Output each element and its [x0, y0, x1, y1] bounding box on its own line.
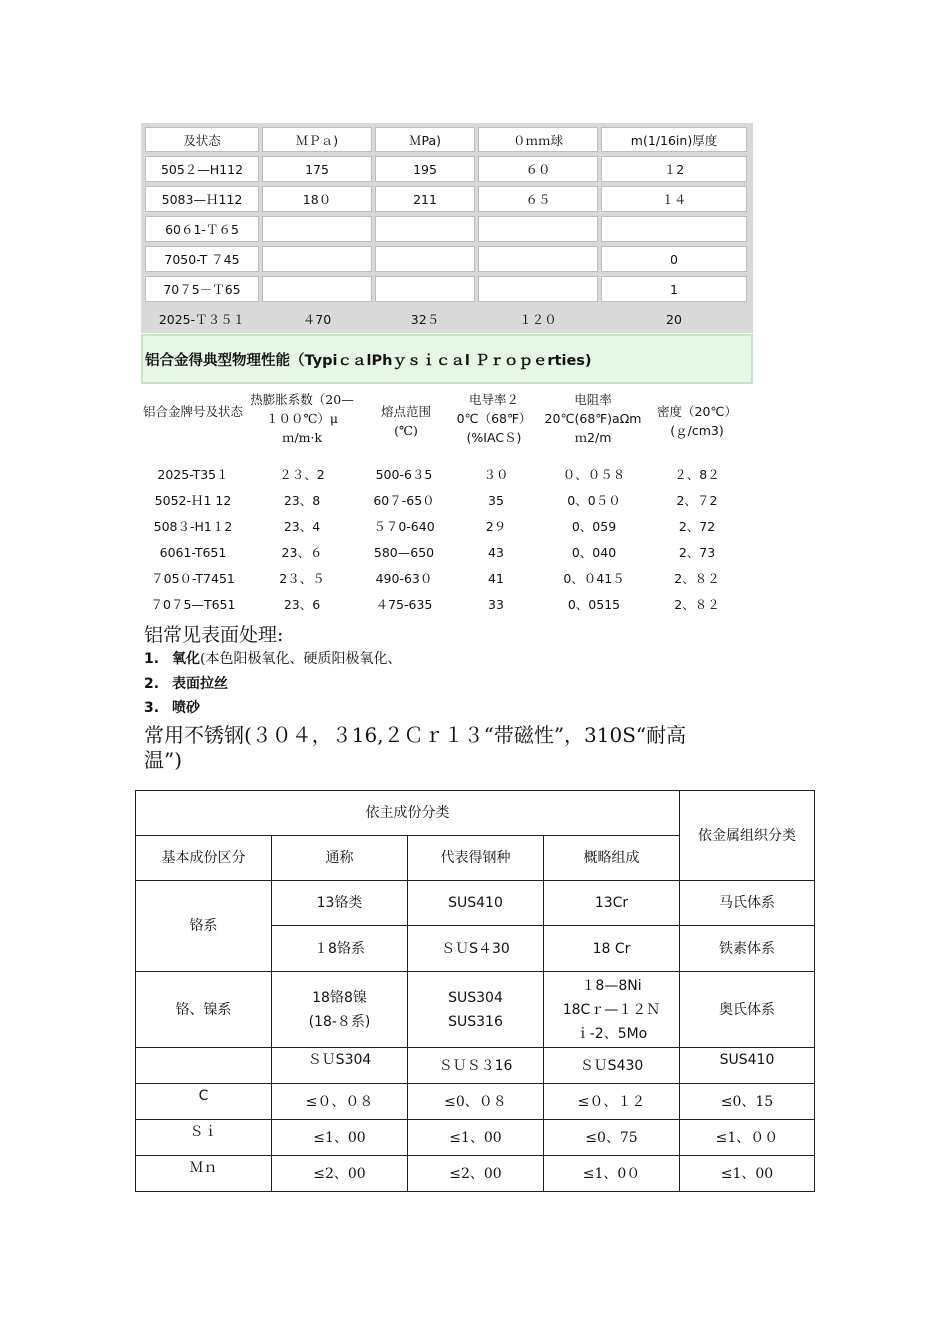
- physical-properties-heading: 铝合金得典型物理性能（TypiｃａlPhｙｓｉｃａl Ｐｒｏｐｅrties): [141, 334, 753, 384]
- table-cell: 奥氏体系: [679, 971, 815, 1048]
- table-cell: 2、72: [678, 519, 716, 534]
- stainless-intro-line2: 温”): [144, 748, 183, 772]
- table-cell: 18 Cr: [543, 925, 680, 972]
- table-cell: 0、040: [571, 545, 617, 560]
- table-cell: 0: [601, 246, 747, 272]
- main-header: 依主成份分类: [135, 790, 680, 836]
- table-cell: １8铬系: [271, 925, 408, 972]
- table-cell: ≤０、０８: [271, 1083, 408, 1120]
- table-cell: SUS410: [407, 880, 544, 926]
- table-cell: 195: [375, 156, 475, 182]
- table-header-cell: 铝合金牌号及状态: [143, 404, 244, 419]
- stainless-table: [135, 790, 815, 1192]
- table-cell: 41: [488, 571, 504, 586]
- table-cell: Ｓｉ: [135, 1119, 272, 1156]
- sub-header: 概略组成: [543, 835, 680, 881]
- table-cell: ＳＵS４30: [407, 925, 544, 972]
- table-cell: 1: [601, 276, 747, 302]
- table-cell: ≤1、00: [271, 1119, 408, 1156]
- table-cell: 13铬类: [271, 880, 408, 926]
- table-cell: [262, 276, 372, 302]
- table-cell: 2、７2: [676, 493, 718, 508]
- table-cell: 2９: [485, 519, 507, 534]
- table-cell: ４75-635: [375, 597, 433, 612]
- table-cell: 2、８２: [674, 597, 720, 612]
- table-cell: 175: [262, 156, 372, 182]
- table-cell: [407, 971, 544, 1048]
- table-header-cell: 密度（20℃）(ｇ/cm3): [657, 404, 737, 438]
- cell-line: ｉ-2、5Mo: [575, 1025, 648, 1042]
- table-cell: [601, 216, 747, 242]
- table-cell: 0、０41５: [563, 571, 625, 586]
- list-number: 1.: [144, 651, 160, 667]
- table-cell: 2025-Ｔ３５１: [158, 312, 246, 327]
- table-cell: 60６1-Ｔ６5: [145, 216, 259, 242]
- table-cell: ＭPa): [375, 127, 475, 152]
- group-chrome: 铬系: [135, 880, 272, 972]
- list-item: [144, 697, 200, 717]
- table-cell: ０、０５８: [562, 467, 626, 482]
- table-cell: 及状态: [145, 127, 259, 152]
- table-cell: C: [135, 1083, 272, 1120]
- table-cell: ≤2、00: [407, 1155, 544, 1192]
- table-cell: 马氏体系: [679, 880, 815, 926]
- table-cell: ≤2、00: [271, 1155, 408, 1192]
- table-header-cell: 电阻率20℃(68℉)aΩmｍ2/m: [544, 392, 642, 445]
- table-cell: ≤1、００: [679, 1119, 815, 1156]
- table-cell: [375, 246, 475, 272]
- stainless-intro-line1: 常用不锈钢(３０４，３16,２Ｃｒ１３“带磁性”，310S“耐高: [144, 723, 687, 747]
- table-cell: ６５: [478, 186, 598, 212]
- table-cell: 0、059: [571, 519, 617, 534]
- table-cell: ＳＵS304: [271, 1047, 408, 1084]
- table-cell: １４: [601, 186, 747, 212]
- sub-header: 代表得钢种: [407, 835, 544, 881]
- table-cell: ≤1、0０: [543, 1155, 680, 1192]
- table-header-cell: 电导率２0℃（68℉）(%IACＳ): [456, 392, 532, 445]
- table-cell: ＳＵS430: [543, 1047, 680, 1084]
- list-label: 表面拉丝: [172, 676, 228, 692]
- table-cell: 18０: [262, 186, 372, 212]
- sub-header: 通称: [271, 835, 408, 881]
- table-header-cell: 熔点范围(℃): [380, 404, 431, 438]
- table-cell: ≤1、00: [679, 1155, 815, 1192]
- table-cell: ＭＰａ): [262, 127, 372, 152]
- table-cell: [375, 276, 475, 302]
- table-cell: [262, 246, 372, 272]
- cell-line: (18-８系): [308, 1013, 371, 1030]
- table-cell: Ｍｎ: [135, 1155, 272, 1192]
- table-cell: 6061-T651: [159, 545, 227, 560]
- table-cell: ≤０、１２: [543, 1083, 680, 1120]
- table-cell: 500-6３5: [375, 467, 433, 482]
- cell-line: 18铬8镍: [312, 989, 367, 1006]
- table-cell: 508３-H1１2: [153, 519, 233, 534]
- table-cell: 2３、５: [279, 571, 325, 586]
- table-cell: 32５: [410, 312, 440, 327]
- list-number: 2.: [144, 676, 160, 692]
- table-cell: 23、6: [283, 597, 321, 612]
- table-cell: 13Cr: [543, 880, 680, 926]
- table-cell: m(1/16in)厚度: [601, 127, 747, 152]
- table-cell: ７0７5—T651: [150, 597, 236, 612]
- surface-treatment-title: 铝常见表面处理:: [144, 624, 284, 646]
- sub-header: 基本成份区分: [135, 835, 272, 881]
- table-cell: [262, 216, 372, 242]
- table-cell: 35: [488, 493, 504, 508]
- table-cell: 7050-T ７45: [145, 246, 259, 272]
- table-cell: ０ｍｍ球: [478, 127, 598, 152]
- table-cell: ＳＵＳ３16: [407, 1047, 544, 1084]
- table-cell: ５７0-640: [373, 519, 435, 534]
- table-cell: [543, 971, 680, 1048]
- mechanical-table: [141, 123, 753, 333]
- table-cell: 490-63０: [375, 571, 433, 586]
- table-cell: 20: [666, 311, 682, 327]
- table-cell: ≤1、00: [407, 1119, 544, 1156]
- table-cell: ２、8２: [674, 467, 720, 482]
- table-cell: ≤0、75: [543, 1119, 680, 1156]
- table-cell: ３０: [483, 467, 509, 482]
- table-cell: ６０: [478, 156, 598, 182]
- table-header-cell: 热膨胀系数（20—１００℃）μｍ/m·k: [250, 392, 354, 445]
- table-cell: １2: [601, 156, 747, 182]
- table-cell: 铁素体系: [679, 925, 815, 972]
- table-cell: 505２—H112: [145, 156, 259, 182]
- table-cell: 60７-65０: [373, 493, 435, 508]
- table-cell: １２０: [519, 312, 557, 327]
- cell-line: 18Cｒ—１２Ｎ: [562, 1001, 661, 1018]
- table-cell: [135, 1047, 272, 1084]
- table-cell: ≤0、０８: [407, 1083, 544, 1120]
- table-cell: ４70: [302, 312, 332, 327]
- cell-line: １8—8Ni: [581, 977, 642, 994]
- cell-line: SUS304: [448, 989, 503, 1006]
- table-cell: 2、８２: [674, 571, 720, 586]
- table-cell: [271, 971, 408, 1048]
- table-cell: SUS410: [679, 1047, 815, 1084]
- table-cell: [478, 216, 598, 242]
- table-cell: ７05０-T7451: [151, 571, 235, 586]
- table-cell: 5083—Ｈ112: [145, 186, 259, 212]
- table-cell: 211: [375, 186, 475, 212]
- table-cell: 43: [488, 545, 504, 560]
- list-number: 3.: [144, 700, 160, 716]
- side-header: 依金属组织分类: [679, 790, 815, 881]
- table-cell: 23、4: [283, 519, 321, 534]
- table-cell: 33: [488, 597, 504, 612]
- table-cell: [375, 216, 475, 242]
- table-cell: [478, 276, 598, 302]
- list-detail: (本色阳极氧化、硬质阳极氧化、: [200, 651, 402, 667]
- table-cell: 23、６: [281, 545, 323, 560]
- list-label: 喷砂: [172, 700, 200, 716]
- group-chrome-nickel: 铬、镍系: [135, 971, 272, 1048]
- table-cell: 0、0５０: [567, 493, 621, 508]
- table-cell: 5052-Ｈ1 12: [154, 493, 232, 508]
- table-cell: 70７5－Ｔ65: [145, 276, 259, 302]
- table-cell: ２３、2: [279, 467, 325, 482]
- cell-line: SUS316: [448, 1013, 503, 1030]
- table-cell: [478, 246, 598, 272]
- list-item: [144, 673, 228, 693]
- table-cell: 23、8: [283, 493, 321, 508]
- list-label: 氧化: [172, 651, 200, 667]
- table-cell: 580—650: [373, 545, 435, 560]
- list-item: [144, 648, 401, 668]
- table-cell: 0、0515: [567, 597, 621, 612]
- table-cell: ≤0、15: [679, 1083, 815, 1120]
- table-cell: 2025-T35１: [157, 467, 229, 482]
- table-cell: 2、73: [678, 545, 716, 560]
